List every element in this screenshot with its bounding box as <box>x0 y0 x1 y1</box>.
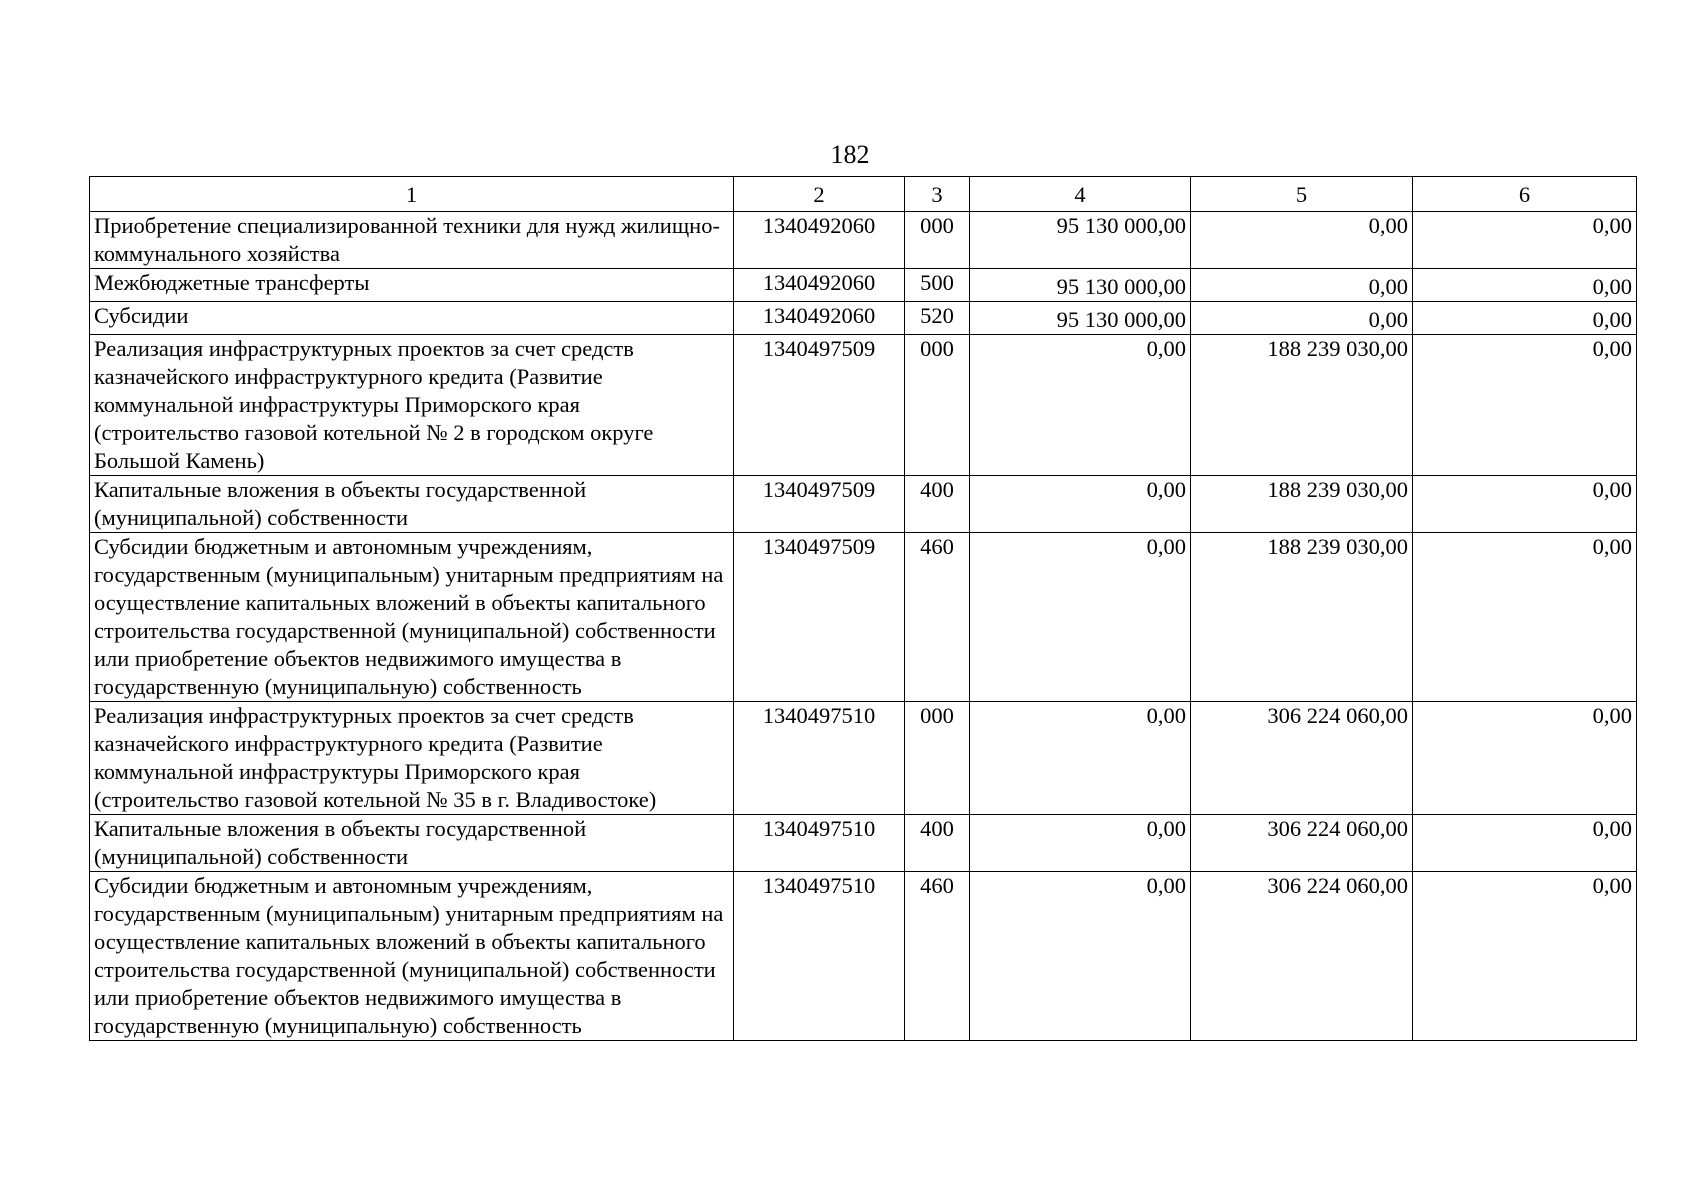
row-target-code: 1340497509 <box>734 476 905 533</box>
table-row <box>90 476 1637 533</box>
row-expense-kind: 000 <box>905 212 970 269</box>
row-amount-col6: 0,00 <box>1413 702 1637 815</box>
row-amount-col5: 0,00 <box>1191 302 1413 335</box>
row-amount-col5: 306 224 060,00 <box>1191 815 1413 872</box>
row-description: Субсидии бюджетным и автономным учреждениям, государственным (муниципальным) унитарным предприятиям на осуществление капитальных вложений в объекты капитального строительства государственной (муниципальной) собственности или приобретение объектов недвижимого имущества в государственную (муниципальную) собственность <box>90 872 734 1041</box>
table-row <box>90 533 1637 702</box>
row-target-code: 1340497510 <box>734 815 905 872</box>
row-expense-kind: 500 <box>905 269 970 302</box>
table-row <box>90 335 1637 476</box>
table-row <box>90 702 1637 815</box>
row-amount-col4: 95 130 000,00 <box>970 212 1191 269</box>
table-row <box>90 212 1637 269</box>
table-row <box>90 872 1637 1041</box>
row-target-code: 1340492060 <box>734 302 905 335</box>
row-expense-kind: 400 <box>905 476 970 533</box>
row-expense-kind: 000 <box>905 702 970 815</box>
row-expense-kind: 460 <box>905 533 970 702</box>
table-row <box>90 269 1637 302</box>
row-amount-col6: 0,00 <box>1413 335 1637 476</box>
column-header: 2 <box>734 177 905 212</box>
row-target-code: 1340497510 <box>734 872 905 1041</box>
row-amount-col4: 0,00 <box>970 335 1191 476</box>
row-target-code: 1340497509 <box>734 533 905 702</box>
row-amount-col5: 306 224 060,00 <box>1191 702 1413 815</box>
row-amount-col5: 0,00 <box>1191 269 1413 302</box>
row-amount-col4: 0,00 <box>970 476 1191 533</box>
column-header: 4 <box>970 177 1191 212</box>
column-header: 6 <box>1413 177 1637 212</box>
page-number: 182 <box>830 140 870 169</box>
row-amount-col5: 188 239 030,00 <box>1191 476 1413 533</box>
row-expense-kind: 520 <box>905 302 970 335</box>
row-description: Капитальные вложения в объекты государственной (муниципальной) собственности <box>90 476 734 533</box>
row-amount-col4: 0,00 <box>970 815 1191 872</box>
row-amount-col6: 0,00 <box>1413 872 1637 1041</box>
row-target-code: 1340492060 <box>734 212 905 269</box>
row-amount-col5: 188 239 030,00 <box>1191 533 1413 702</box>
row-description: Субсидии <box>90 302 734 335</box>
row-description: Межбюджетные трансферты <box>90 269 734 302</box>
budget-table <box>89 176 1637 1041</box>
row-amount-col6: 0,00 <box>1413 815 1637 872</box>
row-description: Реализация инфраструктурных проектов за счет средств казначейского инфраструктурного кредита (Развитие коммунальной инфраструктуры Приморского края (строительство газовой котельной № 2 в городском округе Большой Камень) <box>90 335 734 476</box>
column-header: 3 <box>905 177 970 212</box>
column-header: 5 <box>1191 177 1413 212</box>
row-amount-col4: 95 130 000,00 <box>970 302 1191 335</box>
row-target-code: 1340497509 <box>734 335 905 476</box>
row-amount-col6: 0,00 <box>1413 302 1637 335</box>
row-description: Капитальные вложения в объекты государственной (муниципальной) собственности <box>90 815 734 872</box>
table-row <box>90 815 1637 872</box>
row-description: Субсидии бюджетным и автономным учреждениям, государственным (муниципальным) унитарным предприятиям на осуществление капитальных вложений в объекты капитального строительства государственной (муниципальной) собственности или приобретение объектов недвижимого имущества в государственную (муниципальную) собственность <box>90 533 734 702</box>
row-expense-kind: 000 <box>905 335 970 476</box>
row-amount-col5: 0,00 <box>1191 212 1413 269</box>
row-expense-kind: 400 <box>905 815 970 872</box>
row-amount-col4: 0,00 <box>970 533 1191 702</box>
row-amount-col6: 0,00 <box>1413 533 1637 702</box>
column-header: 1 <box>90 177 734 212</box>
row-amount-col5: 306 224 060,00 <box>1191 872 1413 1041</box>
row-expense-kind: 460 <box>905 872 970 1041</box>
row-description: Реализация инфраструктурных проектов за счет средств казначейского инфраструктурного кредита (Развитие коммунальной инфраструктуры Приморского края (строительство газовой котельной № 35 в г. Владивостоке) <box>90 702 734 815</box>
table-header-row <box>90 177 1637 212</box>
row-amount-col5: 188 239 030,00 <box>1191 335 1413 476</box>
row-description: Приобретение специализированной техники для нужд жилищно-коммунального хозяйства <box>90 212 734 269</box>
table-row <box>90 302 1637 335</box>
row-amount-col4: 0,00 <box>970 872 1191 1041</box>
row-target-code: 1340492060 <box>734 269 905 302</box>
row-amount-col4: 0,00 <box>970 702 1191 815</box>
row-amount-col6: 0,00 <box>1413 269 1637 302</box>
row-amount-col4: 95 130 000,00 <box>970 269 1191 302</box>
row-amount-col6: 0,00 <box>1413 476 1637 533</box>
row-amount-col6: 0,00 <box>1413 212 1637 269</box>
row-target-code: 1340497510 <box>734 702 905 815</box>
